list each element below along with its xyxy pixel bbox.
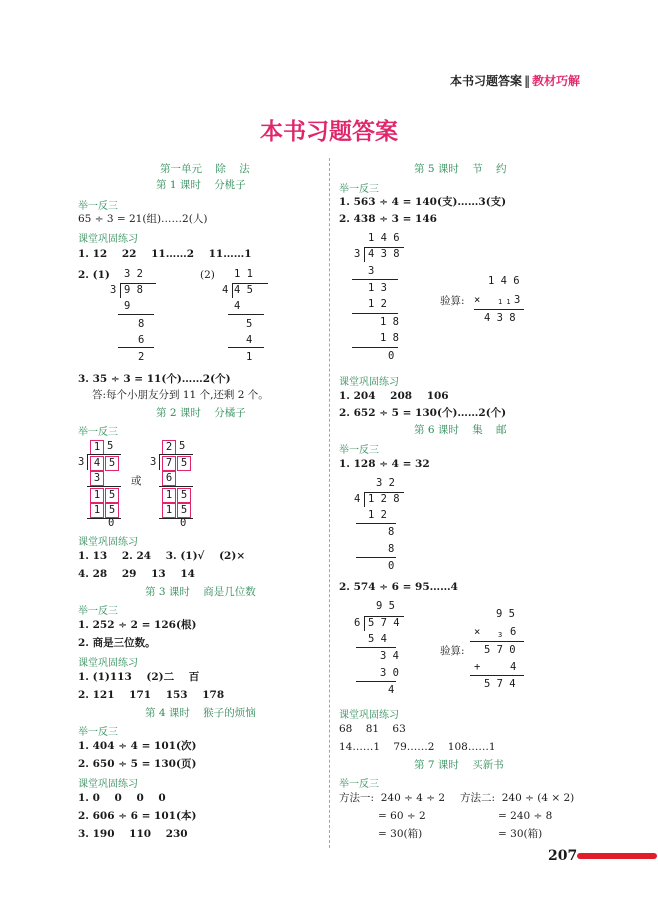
- method-2-step-2: = 30(箱): [498, 828, 543, 840]
- times-sign: ×: [474, 626, 481, 638]
- rule-1: [356, 523, 396, 524]
- times-sign: ×: [474, 294, 481, 306]
- l6-jy-1: 1. 128 ÷ 4 = 32: [339, 458, 430, 470]
- rule-1: [352, 279, 398, 280]
- division-bracket: [364, 616, 365, 631]
- subtract-1: 5 4: [368, 633, 387, 645]
- subtract-2: 1 2: [368, 298, 387, 310]
- rule-3: [352, 347, 398, 348]
- quotient: 9 5: [376, 600, 395, 612]
- subtract-1: 4: [234, 300, 241, 312]
- multiplier: 3: [514, 294, 521, 306]
- subtract-1: 3: [368, 265, 375, 277]
- rule-2: [470, 675, 524, 676]
- l5-kt-1: 1. 204 208 106: [339, 390, 449, 402]
- l6-jy-2: 2. 574 ÷ 6 = 95……4: [339, 581, 458, 593]
- l1-kt-1: 1. 12 22 11……2 11……1: [78, 248, 252, 260]
- division-bracket: [232, 284, 233, 298]
- l2-jyfs-label: 举一反三: [78, 427, 118, 438]
- dividend: 5 7 4: [368, 617, 400, 629]
- division-bracket: [159, 454, 160, 470]
- l1-jyfs-label: 举一反三: [78, 201, 118, 212]
- page-number: 207: [548, 848, 578, 864]
- rule-2: [352, 313, 398, 314]
- digit-box: 5: [105, 503, 119, 518]
- l4-jy-1: 1. 404 ÷ 4 = 101(次): [78, 740, 197, 752]
- subtract-2: 8: [388, 543, 395, 555]
- divisor: 3: [110, 284, 117, 296]
- remainder-2: 0: [388, 560, 395, 572]
- digit-box: 1: [90, 503, 104, 518]
- rule: [159, 518, 193, 519]
- method-2: 方法二: 240 ÷ (4 × 2): [460, 792, 575, 804]
- digit: 0: [180, 517, 187, 529]
- digit: 5: [107, 440, 114, 452]
- l6-jyfs-label: 举一反三: [339, 445, 379, 456]
- l5-jy-1: 1. 563 ÷ 4 = 140(支)……3(支): [339, 196, 507, 208]
- digit-box: 1: [90, 440, 104, 455]
- l3-jy-2: 2. 商是三位数。: [78, 637, 156, 649]
- remainder-2: 4: [388, 684, 395, 696]
- multiplicand: 1 4 6: [488, 275, 520, 287]
- divisor: 3: [354, 248, 361, 260]
- l4-kt-3: 3. 190 110 230: [78, 828, 188, 840]
- rule-1: [356, 647, 396, 648]
- l1-kt-3-answer: 答:每个小朋友分到 11 个,还剩 2 个。: [92, 389, 269, 401]
- dividend: 4 5: [234, 284, 253, 296]
- check-label: 验算:: [440, 645, 465, 657]
- rule-2: [356, 681, 396, 682]
- digit-box: 4: [90, 456, 104, 471]
- digit-box: 5: [177, 456, 191, 471]
- product: 4 3 8: [484, 312, 516, 324]
- header-book-answers: 本书习题答案: [449, 74, 522, 88]
- l1-jy-1: 65 ÷ 3 = 21(组)……2(人): [78, 213, 208, 225]
- remainder-3: 0: [388, 350, 395, 362]
- column-divider: [329, 158, 330, 848]
- dividend: 9 8: [124, 284, 143, 296]
- digit-box: 3: [90, 471, 104, 486]
- l2-ktgg-label: 课堂巩固练习: [78, 537, 138, 548]
- division-bracket: [120, 284, 121, 298]
- l1-kt-2b: (2): [200, 269, 215, 281]
- digit-box: 1: [162, 488, 176, 503]
- addend: 4: [510, 661, 517, 673]
- digit-box: 5: [177, 503, 191, 518]
- digit-box: 5: [105, 488, 119, 503]
- lesson-1-heading: 第 1 课时 分桃子: [156, 179, 246, 191]
- subtract-2: 4: [246, 334, 253, 346]
- quotient: 1 4 6: [368, 232, 400, 244]
- l2-kt-1: 1. 13 2. 24 3. (1)√ (2)×: [78, 550, 246, 562]
- or-label: 或: [131, 475, 142, 487]
- l6-kt-2: 14……1 79……2 108……1: [339, 741, 496, 753]
- digit-box: 2: [162, 440, 176, 455]
- subtract-1: 9: [124, 300, 131, 312]
- l3-jyfs-label: 举一反三: [78, 606, 118, 617]
- subtract-2: 3 0: [380, 667, 399, 679]
- divisor: 4: [354, 493, 361, 505]
- running-header: [450, 72, 580, 89]
- vinculum: [87, 454, 121, 455]
- method-1-step-1: = 60 ÷ 2: [378, 810, 426, 822]
- remainder-1: 8: [388, 526, 395, 538]
- multiplier: 6: [510, 626, 517, 638]
- l3-kt-2: 2. 121 171 153 178: [78, 689, 225, 701]
- digit-box: 6: [162, 471, 176, 486]
- dividend: 1 2 8: [368, 493, 400, 505]
- rule: [159, 486, 193, 487]
- quotient: 1 1: [234, 268, 253, 280]
- rule-1: [470, 641, 524, 642]
- lesson-4-heading: 第 4 课时 猴子的烦恼: [145, 707, 256, 719]
- remainder-2: 1: [246, 351, 253, 363]
- method-2-step-1: = 240 ÷ 8: [498, 810, 553, 822]
- digit-box: 5: [177, 488, 191, 503]
- method-1-step-2: = 30(箱): [378, 828, 423, 840]
- remainder-2: 2: [138, 351, 145, 363]
- vinculum: [159, 454, 193, 455]
- method-1: 方法一: 240 ÷ 4 ÷ 2: [339, 792, 446, 804]
- l6-kt-1: 68 81 63: [339, 723, 406, 735]
- remainder-1: 1 3: [368, 282, 387, 294]
- check-label: 验算:: [440, 295, 465, 307]
- divisor: 3: [78, 456, 85, 468]
- rule-1: [118, 314, 154, 315]
- dividend: 4 3 8: [368, 248, 400, 260]
- l4-kt-2: 2. 606 ÷ 6 = 101(本): [78, 810, 197, 822]
- digit-box: 7: [162, 456, 176, 471]
- carry-digits: 1 1: [498, 298, 511, 306]
- divisor: 6: [354, 617, 361, 629]
- rule: [87, 486, 121, 487]
- remainder-1: 3 4: [380, 650, 399, 662]
- digit-box: 1: [162, 503, 176, 518]
- plus-sign: +: [474, 661, 481, 673]
- l3-kt-1: 1. (1)113 (2)二 百: [78, 671, 200, 683]
- lesson-5-heading: 第 5 课时 节 约: [414, 163, 507, 175]
- sum: 5 7 4: [484, 678, 516, 690]
- l4-kt-1: 1. 0 0 0 0: [78, 792, 166, 804]
- subtract-1: 1 2: [368, 509, 387, 521]
- rule-2: [118, 347, 154, 348]
- lesson-3-heading: 第 3 课时 商是几位数: [145, 586, 256, 598]
- remainder-1: 5: [246, 318, 253, 330]
- remainder-1: 8: [138, 318, 145, 330]
- digit: 0: [108, 517, 115, 529]
- l1-kt-3: 3. 35 ÷ 3 = 11(个)……2(个): [78, 373, 231, 385]
- page-number-bar: [577, 853, 657, 859]
- l4-ktgg-label: 课堂巩固练习: [78, 779, 138, 790]
- division-bracket: [364, 247, 365, 262]
- divisor: 3: [150, 456, 157, 468]
- l3-ktgg-label: 课堂巩固练习: [78, 658, 138, 669]
- l1-ktgg-label: 课堂巩固练习: [78, 234, 138, 245]
- digit-box: 5: [105, 456, 119, 471]
- carry-digit: 3: [498, 631, 503, 639]
- multiplicand: 9 5: [496, 608, 515, 620]
- page-title: 本书习题答案: [260, 118, 398, 145]
- rule-2: [228, 347, 264, 348]
- rule-2: [356, 557, 396, 558]
- l6-ktgg-label: 课堂巩固练习: [339, 710, 399, 721]
- lesson-7-heading: 第 7 课时 买新书: [414, 759, 504, 771]
- quotient: 3 2: [124, 268, 143, 280]
- l4-jy-2: 2. 650 ÷ 5 = 130(页): [78, 758, 197, 770]
- l4-jyfs-label: 举一反三: [78, 727, 118, 738]
- subtract-2: 6: [138, 334, 145, 346]
- l7-jyfs-label: 举一反三: [339, 779, 379, 790]
- digit-box: 1: [90, 488, 104, 503]
- l3-jy-1: 1. 252 ÷ 2 = 126(根): [78, 619, 197, 631]
- header-series-name: 教材巧解: [531, 74, 580, 88]
- unit-heading: 第一单元 除 法: [160, 163, 250, 175]
- rule: [87, 518, 121, 519]
- lesson-2-heading: 第 2 课时 分橘子: [156, 407, 246, 419]
- digit: 5: [179, 440, 186, 452]
- rule-1: [228, 314, 264, 315]
- division-bracket: [364, 492, 365, 507]
- division-bracket: [87, 454, 88, 470]
- l2-kt-4: 4. 28 29 13 14: [78, 568, 195, 580]
- l5-jyfs-label: 举一反三: [339, 184, 379, 195]
- header-separator: ‖: [523, 74, 530, 88]
- l5-ktgg-label: 课堂巩固练习: [339, 377, 399, 388]
- rule: [474, 309, 524, 310]
- divisor: 4: [222, 284, 229, 296]
- quotient: 3 2: [376, 477, 395, 489]
- remainder-2: 1 8: [380, 316, 399, 328]
- subtract-3: 1 8: [380, 332, 399, 344]
- l5-kt-2: 2. 652 ÷ 5 = 130(个)……2(个): [339, 407, 507, 419]
- l5-jy-2: 2. 438 ÷ 3 = 146: [339, 213, 437, 225]
- lesson-6-heading: 第 6 课时 集 邮: [414, 424, 507, 436]
- partial-product: 5 7 0: [484, 644, 516, 656]
- l1-kt-2: 2. (1): [78, 269, 110, 281]
